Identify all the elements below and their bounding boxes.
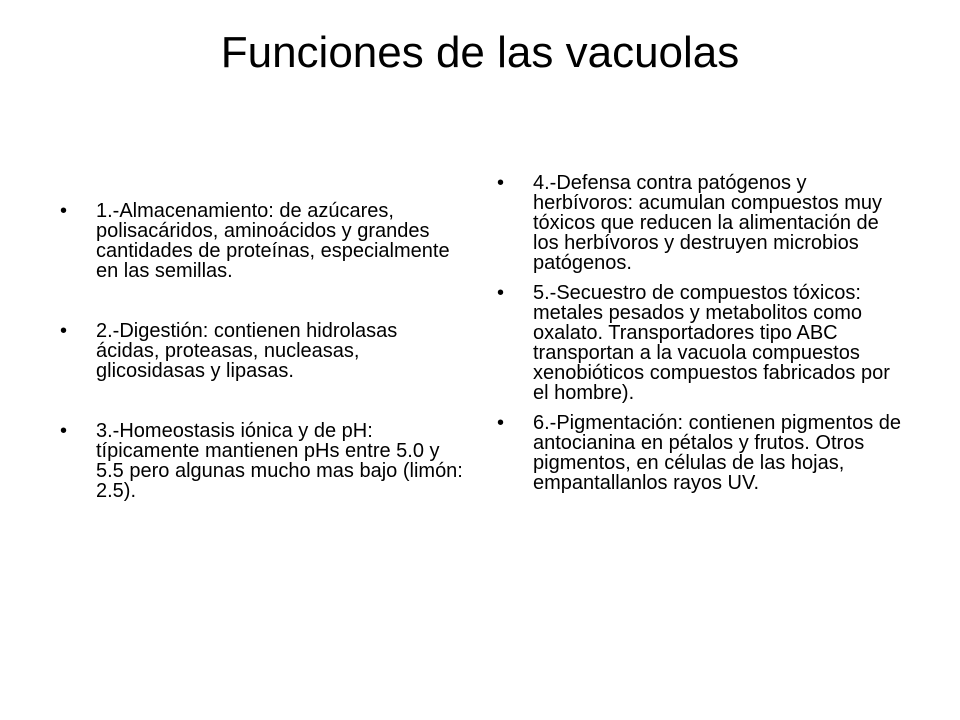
bullet-text: 6.-Pigmentación: contienen pigmentos de antocianina en pétalos y frutos. Otros pigmentos, en células de las hojas, empantallanlos rayos UV. (533, 412, 902, 494)
bullet-dot-icon: • (60, 200, 68, 222)
bullet-item-defensa (497, 173, 907, 273)
bullet-dot-icon: • (60, 320, 68, 342)
bullet-text: 2.-Digestión: contienen hidrolasas ácidas, proteasas, nucleasas, glicosidasas y lipasas. (96, 320, 398, 382)
bullet-dot-icon: • (60, 420, 68, 442)
bullet-text: 3.-Homeostasis iónica y de pH: típicamente mantienen pHs entre 5.0 y 5.5 pero algunas mucho mas bajo (limón: 2.5). (96, 420, 463, 502)
bullet-item-secuestro (497, 283, 907, 403)
bullet-text: 5.-Secuestro de compuestos tóxicos: metales pesados y metabolitos como oxalato. Transportadores tipo ABC transportan a la vacuola compuestos xenobióticos compuestos fabricados por el hombre). (533, 282, 890, 404)
bullet-dot-icon: • (497, 412, 505, 434)
bullet-dot-icon: • (497, 282, 505, 304)
bullet-item-pigmentacion (497, 413, 907, 493)
right-bullet-list (497, 173, 907, 503)
bullet-text: 4.-Defensa contra patógenos y herbívoros: acumulan compuestos muy tóxicos que reducen la alimentación de los herbívoros y destruyen microbios patógenos. (533, 172, 883, 274)
left-bullet-list (60, 201, 465, 541)
slide-title: Funciones de las vacuolas (220, 28, 740, 77)
bullet-item-almacenamiento (60, 201, 465, 281)
bullet-item-digestion (60, 321, 465, 381)
bullet-text: 1.-Almacenamiento: de azúcares, polisacáridos, aminoácidos y grandes cantidades de proteínas, especialmente en las semillas. (96, 200, 450, 282)
bullet-dot-icon: • (497, 172, 505, 194)
bullet-item-homeostasis (60, 421, 465, 501)
